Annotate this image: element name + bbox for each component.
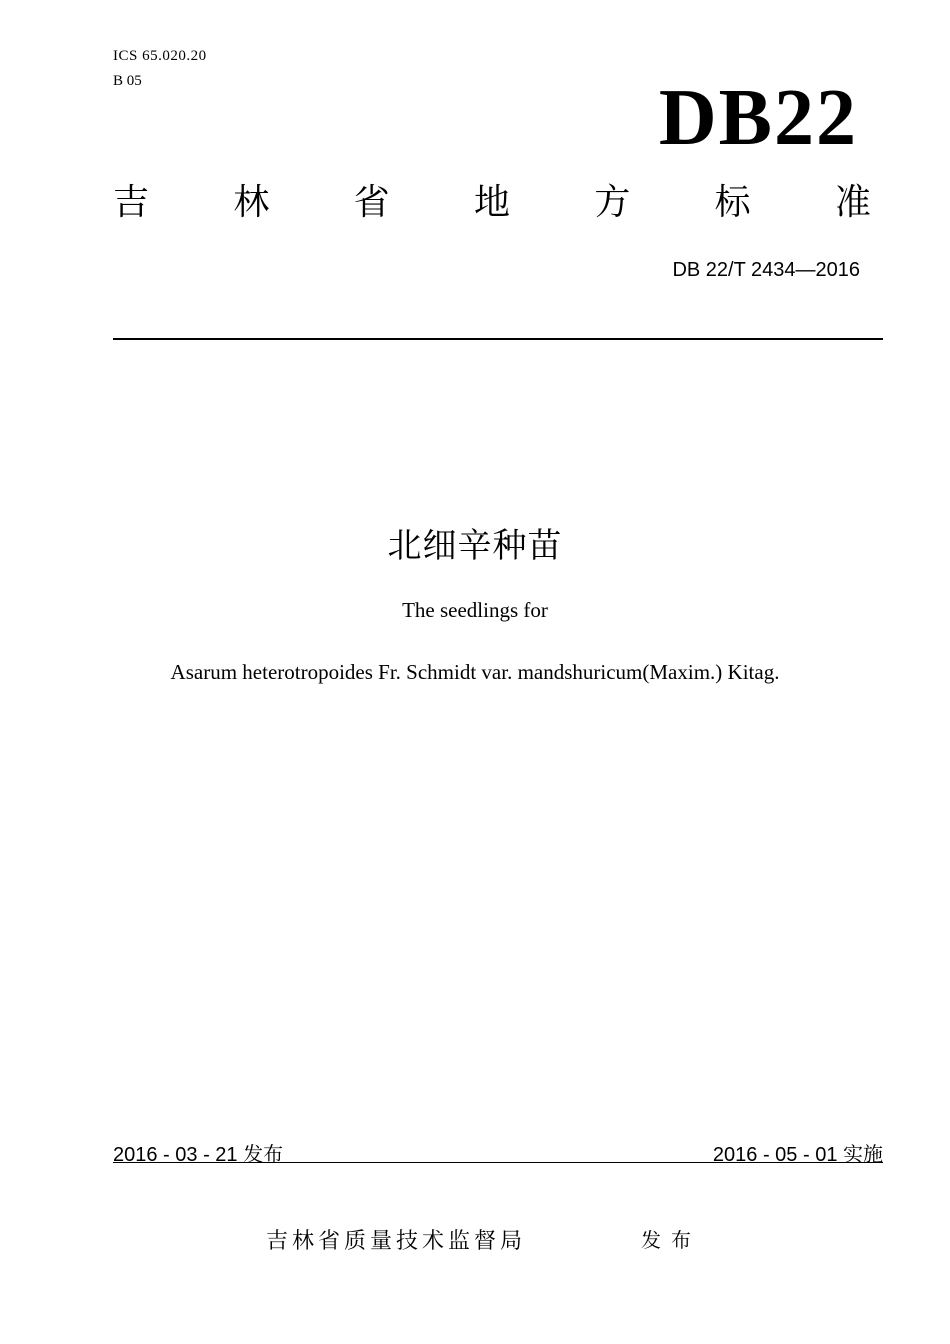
standard-type-heading [113,182,871,223]
title-english-line2: Asarum heterotropoides Fr. Schmidt var. mandshuricum(Maxim.) Kitag. [170,660,780,684]
standard-type-char: 省 [353,182,390,223]
standard-type-char: 标 [714,182,751,223]
issuing-authority: 吉林省质量技术监督局 [266,1229,527,1254]
standard-logo: DB22 [658,74,858,162]
standard-type-char: 方 [594,182,631,223]
bottom-divider [113,1162,883,1163]
top-divider [113,338,883,340]
standard-type-char: 吉 [113,182,150,223]
standard-number: DB 22/T 2434—2016 [672,259,860,281]
standard-type-char: 准 [834,182,871,223]
standard-type-char: 林 [233,182,270,223]
title-english-line1: The seedlings for [402,598,548,622]
ccs-code: B 05 [113,73,142,89]
ics-code: ICS 65.020.20 [113,48,207,64]
issue-date: 2016 - 03 - 21 发布 [113,1144,284,1166]
standard-type-char: 地 [473,182,510,223]
title-chinese: 北细辛种苗 [387,526,563,566]
implementation-date: 2016 - 05 - 01 实施 [712,1144,883,1166]
issue-label: 发布 [641,1228,701,1252]
